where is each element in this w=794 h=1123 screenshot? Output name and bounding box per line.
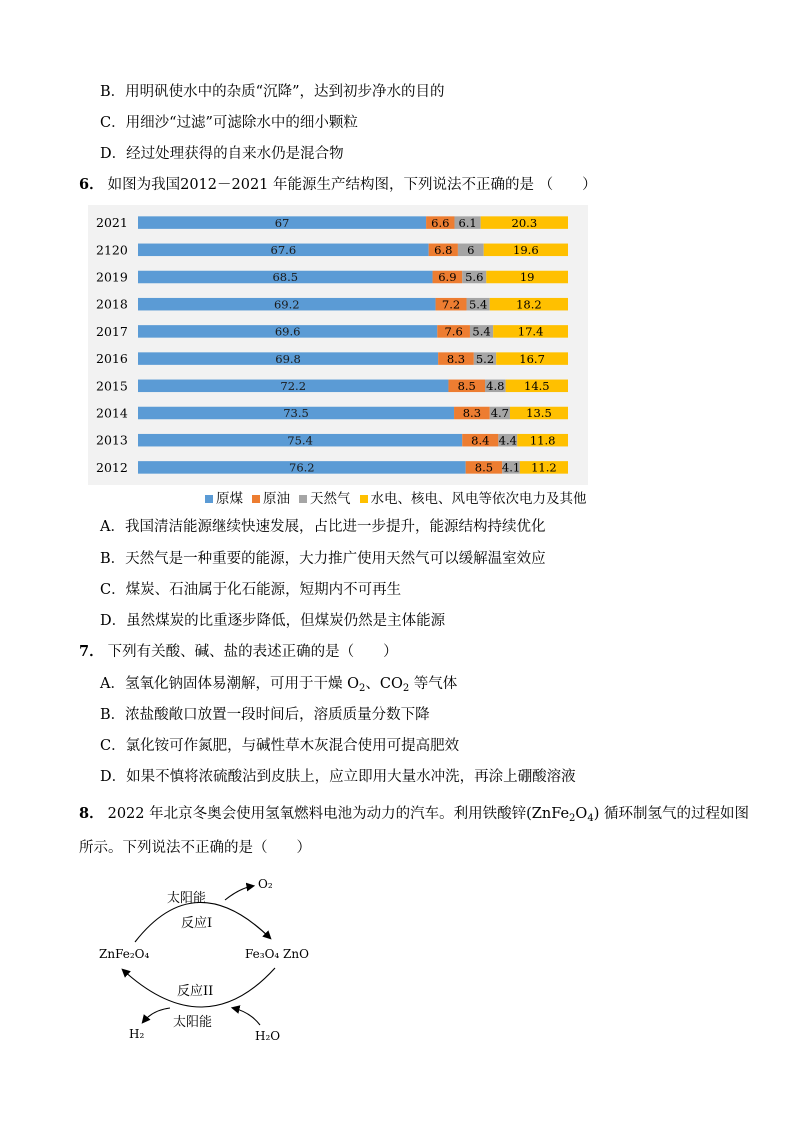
question-6-text: 如图为我国2012－2021 年能源生产结构图，下列说法不正确的是 （ ） (107, 177, 597, 193)
data-label: 69.6 (274, 324, 301, 339)
legend-swatch (360, 495, 368, 503)
category-label: 2120 (96, 242, 128, 258)
data-label: 8.4 (471, 433, 490, 448)
data-label: 5.6 (465, 270, 484, 285)
q8-text-2: 循环制氢气的过程如图 (599, 806, 749, 822)
h2o-label: H₂O (255, 1029, 281, 1043)
option-b-top: B．用明矾使水中的杂质“沉降”，达到初步净水的目的 (100, 84, 445, 100)
q8-formula-b: O (575, 806, 588, 822)
category-label: 2019 (96, 269, 128, 285)
data-label: 20.3 (511, 215, 538, 230)
data-label: 4.8 (486, 379, 505, 393)
o2-label: O₂ (258, 877, 273, 891)
data-label: 6 (467, 243, 475, 257)
data-label: 8.3 (446, 351, 466, 366)
data-label: 11.2 (531, 460, 557, 475)
data-label: 8.3 (462, 406, 482, 421)
question-8-number: 8． (79, 805, 104, 822)
category-label: 2021 (96, 215, 128, 231)
q8-formula-sub-1: 2 (569, 813, 576, 824)
category-label: 2014 (96, 405, 128, 421)
data-label: 4.7 (490, 406, 509, 421)
legend-swatch (205, 495, 213, 503)
category-label: 2012 (96, 459, 128, 475)
reaction-2-label: 反应II (177, 984, 214, 999)
data-label: 11.8 (529, 433, 556, 448)
data-label: 73.5 (283, 406, 309, 421)
legend-item (252, 491, 290, 507)
data-label: 6.9 (438, 270, 457, 285)
q8-formula: $(ZnFe_2O_4)$ (526, 806, 600, 824)
data-label: 6.6 (431, 215, 450, 230)
q6-option-c: C．煤炭、石油属于化石能源，短期内不可再生 (100, 582, 402, 598)
data-label: 67.6 (270, 243, 297, 257)
category-label: 2016 (96, 351, 128, 367)
data-label: 16.7 (519, 351, 545, 366)
q7-option-d: D．如果不慎将浓硫酸沾到皮肤上，应立即用大量水冲洗，再涂上硼酸溶液 (100, 769, 576, 785)
data-label: 75.4 (287, 433, 313, 448)
question-7-text: 下列有关酸、碱、盐的表述正确的是（ ） (107, 644, 398, 660)
data-label: 72.2 (280, 379, 307, 393)
data-label: 8.5 (474, 460, 494, 475)
data-label: 5.2 (475, 351, 495, 366)
data-label: 76.2 (289, 460, 315, 475)
data-label: 8.5 (457, 379, 476, 393)
category-label: 2018 (96, 296, 128, 312)
data-label: 4.1 (501, 460, 521, 475)
data-label: 7.2 (441, 297, 461, 312)
h2-branch (143, 1008, 170, 1022)
legend-label: 水电、核电、风电等依次电力及其他 (370, 491, 587, 507)
h2o-branch (233, 1008, 260, 1025)
chart-legend (205, 490, 596, 508)
data-label: 6.1 (458, 215, 477, 230)
data-label: 13.5 (526, 406, 552, 421)
question-8-stem (79, 804, 749, 829)
legend-item (299, 491, 351, 507)
data-label: 6.8 (434, 243, 453, 257)
legend-label: 天然气 (310, 491, 351, 507)
legend-item (360, 491, 587, 507)
category-label: 2017 (96, 323, 128, 339)
data-label: 7.6 (444, 324, 463, 339)
left-node-label: ZnFe₂O₄ (99, 947, 150, 961)
right-node-label: Fe₃O₄ ZnO (245, 947, 309, 961)
legend-label: 原油 (263, 491, 290, 507)
question-7-stem (79, 642, 398, 662)
question-8-line2: 所示。下列说法不正确的是（ ） (79, 840, 311, 856)
data-label: 18.2 (516, 297, 542, 312)
q7-a-text-3: 等气体 (409, 676, 458, 692)
q7-a-text-2: 、CO (365, 676, 403, 692)
question-7-number: 7． (79, 643, 104, 660)
question-6-number: 6． (79, 176, 104, 193)
data-label: 67 (274, 215, 290, 230)
legend-label: 原煤 (216, 491, 243, 507)
data-label: 5.4 (472, 324, 491, 339)
q7-a-text-1: A．氢氧化钠固体易潮解，可用于干燥 O (100, 676, 359, 692)
data-label: 68.5 (272, 270, 299, 285)
zinc-ferrite-cycle-diagram (95, 870, 335, 1055)
q6-option-d: D．虽然煤炭的比重逐步降低，但煤炭仍然是主体能源 (100, 613, 446, 629)
data-label: 19.6 (513, 243, 539, 257)
q7-a-sub-2: 2 (402, 683, 410, 694)
q7-option-c: C．氯化铵可作氮肥，与碱性草木灰混合使用可提高肥效 (100, 738, 460, 754)
energy-structure-chart (88, 205, 588, 485)
data-label: 4.4 (498, 433, 517, 448)
q8-text-1: 2022 年北京冬奥会使用氢氧燃料电池为动力的汽车。利用铁酸锌 (107, 806, 527, 822)
q7-option-b: B．浓盐酸敞口放置一段时间后，溶质质量分数下降 (100, 707, 430, 723)
q7-a-sub-1: 2 (358, 683, 366, 694)
question-6-stem (79, 175, 597, 195)
option-c-top: C．用细沙“过滤”可滤除水中的细小颗粒 (100, 115, 358, 131)
bottom-energy-label: 太阳能 (173, 1015, 213, 1030)
legend-swatch (299, 495, 307, 503)
data-label: 69.8 (275, 351, 301, 366)
top-energy-label: 太阳能 (167, 891, 207, 906)
data-label: 69.2 (273, 297, 300, 312)
data-label: 19 (519, 270, 535, 285)
category-label: 2015 (96, 378, 128, 394)
data-label: 5.4 (468, 297, 488, 312)
legend-item (205, 491, 243, 507)
h2-label: H₂ (129, 1027, 145, 1041)
legend-swatch (252, 495, 260, 503)
q8-formula-sub-2: 4 (587, 813, 594, 824)
q6-option-b: B．天然气是一种重要的能源，大力推广使用天然气可以缓解温室效应 (100, 551, 546, 567)
data-label: 14.5 (524, 379, 550, 393)
data-label: 17.4 (517, 324, 544, 339)
reaction-1-label: 反应I (181, 916, 213, 931)
q6-option-a: A．我国清洁能源继续快速发展，占比进一步提升，能源结构持续优化 (100, 519, 546, 535)
option-d-top: D．经过处理获得的自来水仍是混合物 (100, 146, 344, 162)
o2-branch (225, 886, 253, 900)
q7-option-a (100, 674, 457, 699)
q8-formula-a: ZnFe (531, 806, 570, 822)
category-label: 2013 (96, 432, 128, 448)
